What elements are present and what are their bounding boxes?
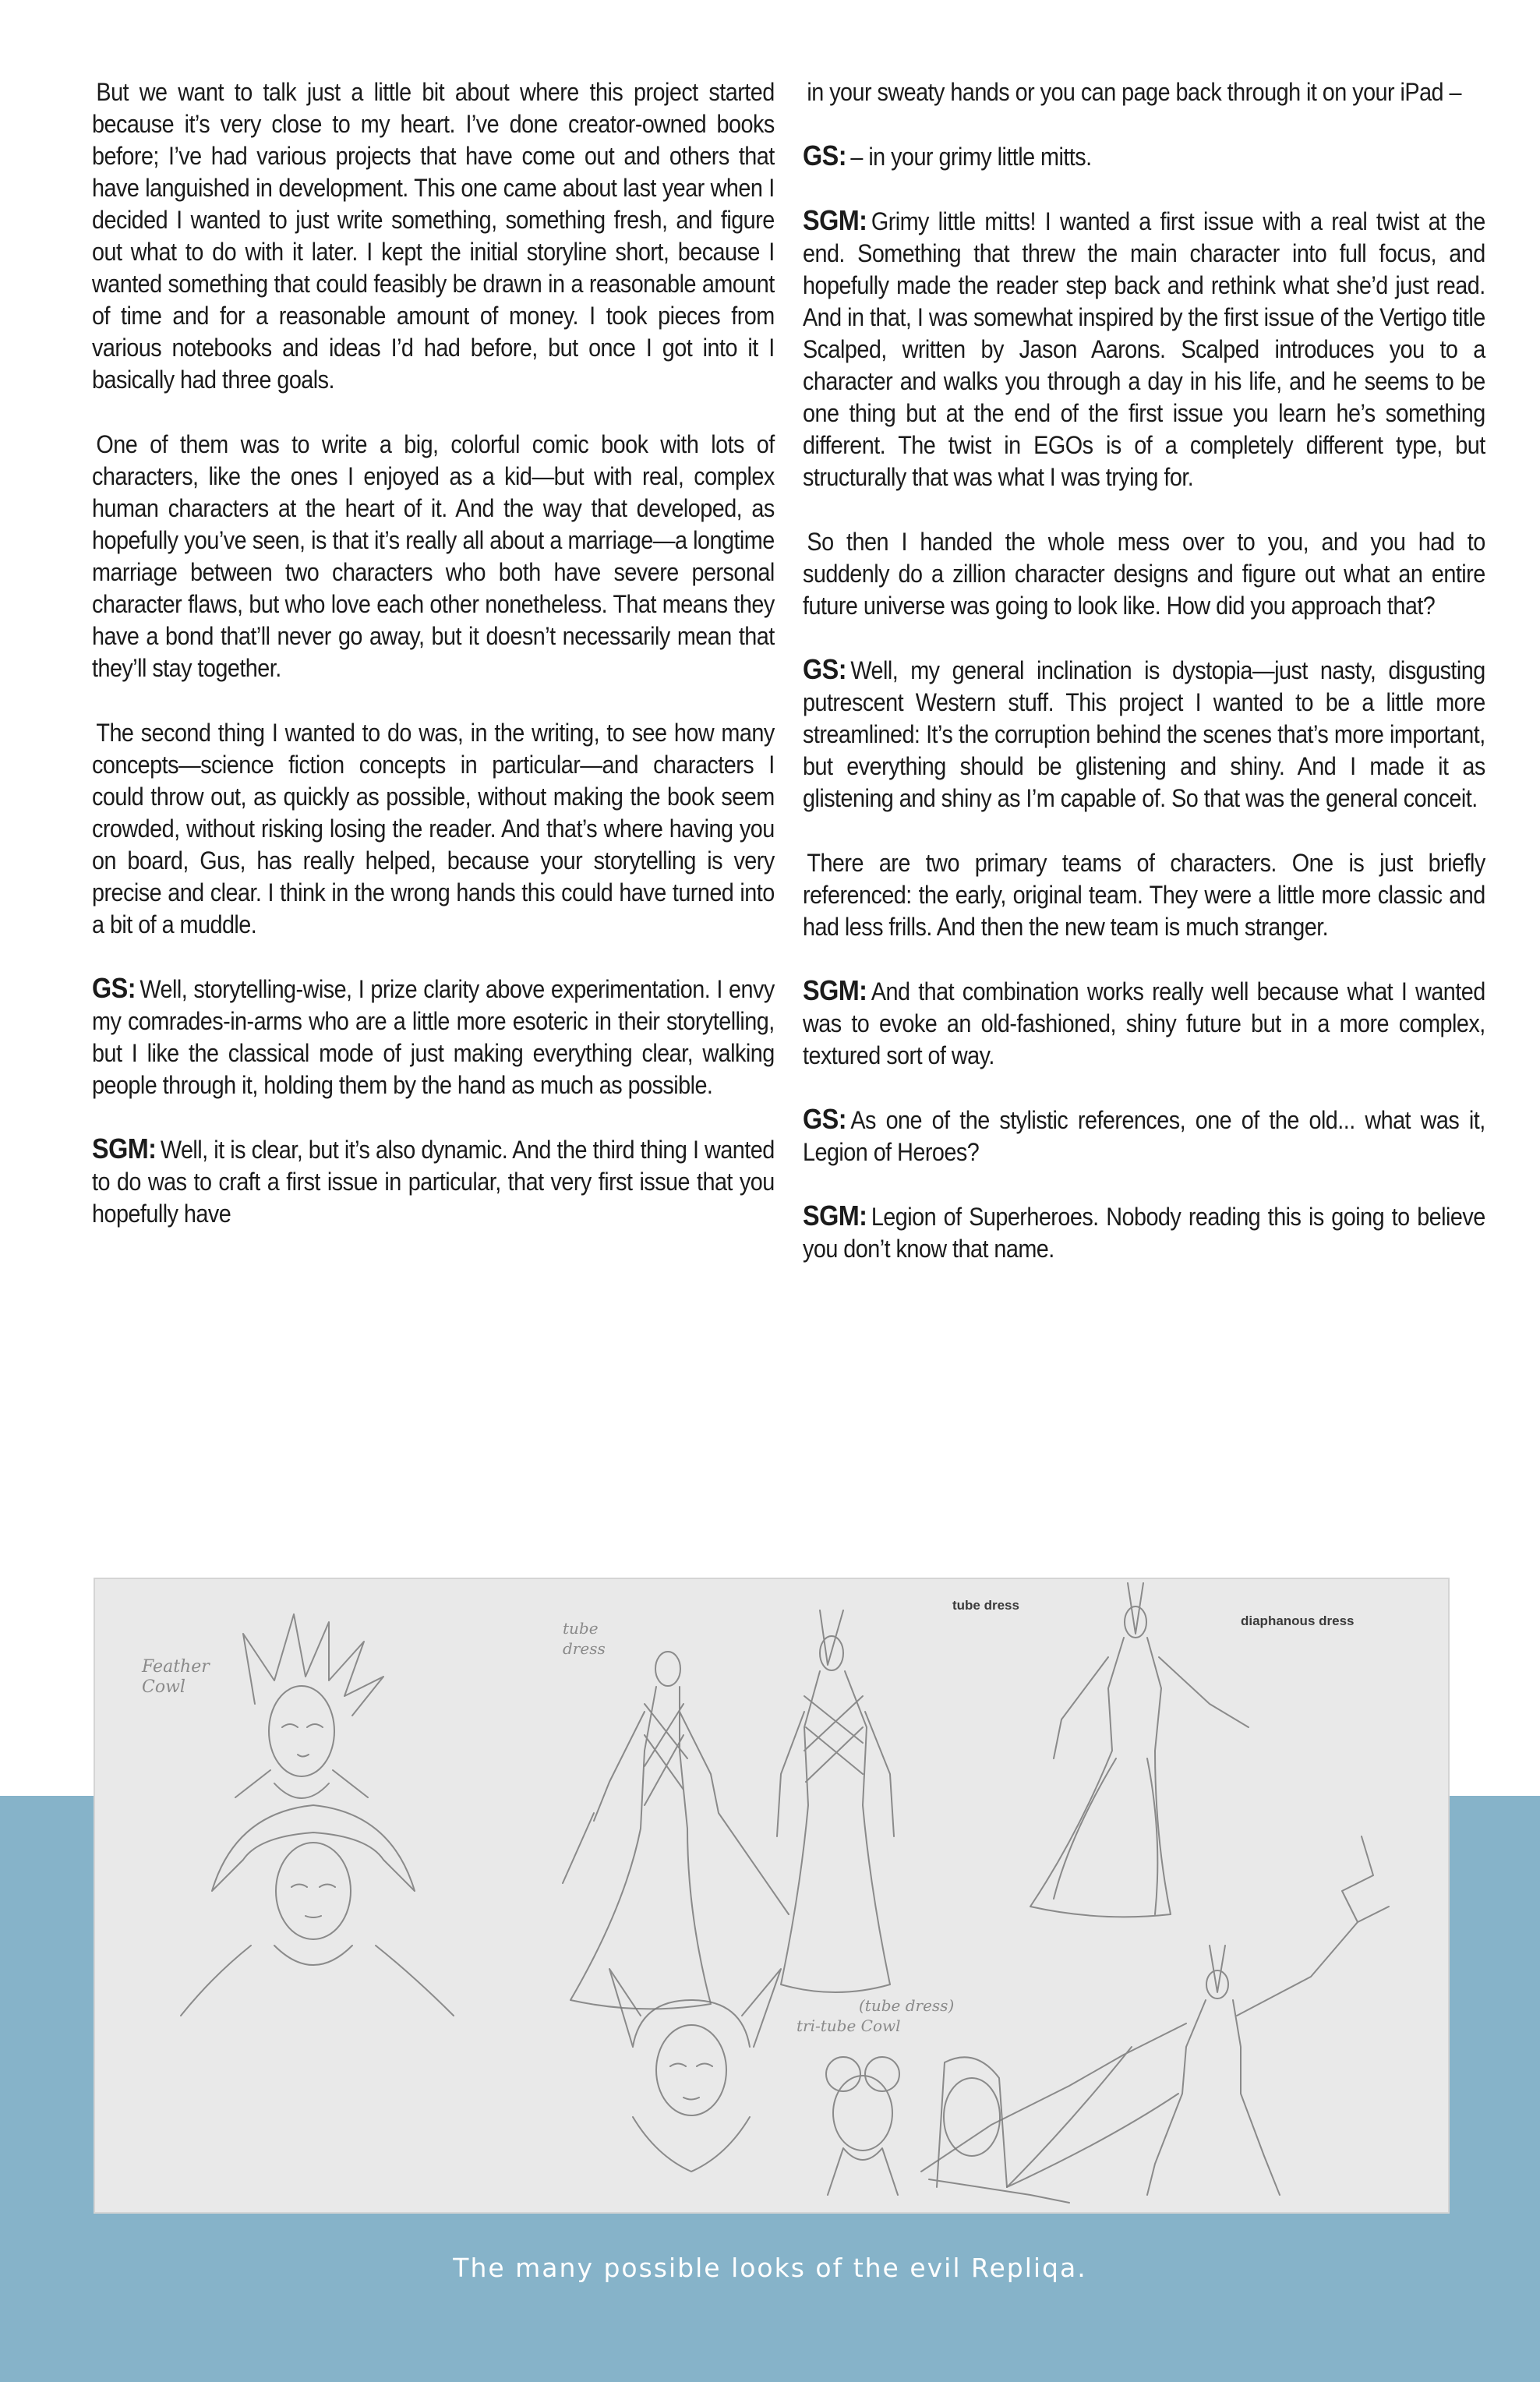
paragraph bbox=[803, 974, 1485, 1072]
speaker: GS: bbox=[92, 972, 136, 1004]
paragraph-text: And that combination works really well because what I wanted was to evoke an old-fashioned, shiny future but in a more complex, textured sort of way. bbox=[803, 977, 1485, 1069]
sketch-tube-dress-figure-2 bbox=[777, 1610, 894, 1992]
paragraph-text: Legion of Superheroes. Nobody reading this is going to believe you don’t know that name. bbox=[803, 1203, 1485, 1263]
paragraph-text: Grimy little mitts! I wanted a first issue with a real twist at the end. Something that threw the main character into full focus, and hopefully made the reader step back and rethink what she’d just read. And in that, I was somewhat inspired by the first issue of the Vertigo title Scalped, written by Jason Aarons. Scalped introduces you to a character and walks you through a day in his life, and he seems to be one thing but at the end of the first issue you learn he’s something different. The twist in EGOs is of a completely different type, but structurally that was what I was trying for. bbox=[803, 207, 1485, 491]
label-diaphanous-dress: diaphanous dress bbox=[1241, 1613, 1355, 1628]
paragraph-text: So then I handed the whole mess over to you, and you had to suddenly do a zillion character designs and figure out what an entire future universe was going to look like. How did you approach that? bbox=[803, 528, 1485, 620]
note-tube-dress-2: (tube dress) bbox=[859, 1996, 955, 2015]
left-column bbox=[92, 75, 775, 1230]
sketch-action-figure bbox=[921, 1836, 1389, 2195]
speaker: GS: bbox=[803, 1103, 846, 1135]
concept-sketch-panel bbox=[94, 1578, 1450, 2214]
sketch-diaphanous-dress-figure bbox=[1030, 1583, 1249, 1917]
speaker: GS: bbox=[803, 653, 846, 685]
paragraph-text: in your sweaty hands or you can page back through it on your iPad – bbox=[807, 78, 1461, 106]
speaker: SGM: bbox=[92, 1133, 157, 1164]
paragraph bbox=[803, 846, 1485, 943]
paragraph bbox=[803, 140, 1485, 173]
pencil-sketches bbox=[95, 1579, 1448, 2212]
paragraph-text: Well, it is clear, but it’s also dynamic. And the third thing I wanted to do was to craft a first issue in particular, that very first issue that you hopefully have bbox=[92, 1136, 775, 1228]
paragraph bbox=[92, 1133, 775, 1230]
sketch-bob-cowl-head bbox=[181, 1805, 454, 2016]
speaker: SGM: bbox=[803, 204, 867, 236]
paragraph-text: There are two primary teams of characters. One is just briefly referenced: the early, original team. They were a little more classic and had less frills. And then the new team is much stranger. bbox=[803, 849, 1485, 941]
paragraph-text: One of them was to write a big, colorful comic book with lots of characters, like the ones I enjoyed as a kid—but with real, complex human characters at the heart of it. And the way that developed, as hopefully you’ve seen, is that it’s really all about a marriage—a longtime marriage between two characters who both have severe personal character flaws, but who love each other nonetheless. That means they have a bond that’ll never go away, but it doesn’t necessarily mean that they’ll stay together. bbox=[92, 430, 775, 682]
sketch-tri-tube-heads bbox=[826, 2057, 1069, 2203]
paragraph-text: – in your grimy little mitts. bbox=[850, 143, 1092, 171]
note-tube-dress: tube dress bbox=[563, 1619, 606, 1658]
paragraph bbox=[92, 75, 775, 396]
label-tube-dress: tube dress bbox=[952, 1598, 1019, 1613]
speaker: SGM: bbox=[803, 974, 867, 1006]
paragraph bbox=[92, 427, 775, 684]
paragraph bbox=[92, 972, 775, 1101]
speaker: GS: bbox=[803, 140, 846, 171]
right-column bbox=[803, 75, 1485, 1265]
paragraph-text: But we want to talk just a little bit about where this project started because it’s very close to my heart. I’ve done creator-owned books before; I’ve had various projects that have come out and others that have languished in development. This one came about last year when I decided I wanted to just write something, something fresh, and figure out what to do with it later. I kept the initial storyline short, because I wanted something that could feasibly be drawn in a reasonable amount of time and for a reasonable amount of money. I took pieces from various notebooks and ideas I’d had before, but once I got into it I basically had three goals. bbox=[92, 78, 775, 394]
paragraph-text: Well, my general inclination is dystopia—just nasty, disgusting putrescent Western stuff. This project I wanted to be a little more streamlined: It’s the corruption behind the scenes that’s more important, but everything should be glistening and shiny. And I made it as glistening and shiny as I’m capable of. So that was the general conceit. bbox=[803, 656, 1485, 812]
figure-caption: The many possible looks of the evil Repliqa. bbox=[453, 2253, 1087, 2283]
paragraph-text: As one of the stylistic references, one of the old... what was it, Legion of Heroes? bbox=[803, 1106, 1485, 1166]
paragraph bbox=[803, 1200, 1485, 1265]
note-tri-tube-cowl: tri-tube Cowl bbox=[796, 2016, 901, 2035]
paragraph bbox=[803, 653, 1485, 815]
paragraph bbox=[803, 525, 1485, 622]
paragraph bbox=[803, 75, 1485, 108]
sketch-eared-cowl-head bbox=[609, 1969, 781, 2172]
paragraph bbox=[803, 1103, 1485, 1168]
note-feather-cowl: Feather Cowl bbox=[142, 1657, 210, 1697]
paragraph-text: The second thing I wanted to do was, in the writing, to see how many concepts—science fiction concepts in particular—and characters I could throw out, as quickly as possible, without making the book seem crowded, without risking losing the reader. And that’s where having you on board, Gus, has really helped, because your storytelling is very precise and clear. I think in the wrong hands this could have turned into a bit of a muddle. bbox=[92, 719, 775, 938]
sketch-tube-dress-figure-1 bbox=[563, 1652, 789, 2009]
paragraph-text: Well, storytelling-wise, I prize clarity above experimentation. I envy my comrades-in-arms who are a little more esoteric in their storytelling, but I like the classical mode of just making everything clear, walking people through it, holding them by the hand as much as possible. bbox=[92, 975, 775, 1099]
speaker: SGM: bbox=[803, 1200, 867, 1232]
paragraph bbox=[92, 716, 775, 941]
sketch-feather-cowl-head bbox=[235, 1614, 383, 1798]
paragraph bbox=[803, 204, 1485, 493]
